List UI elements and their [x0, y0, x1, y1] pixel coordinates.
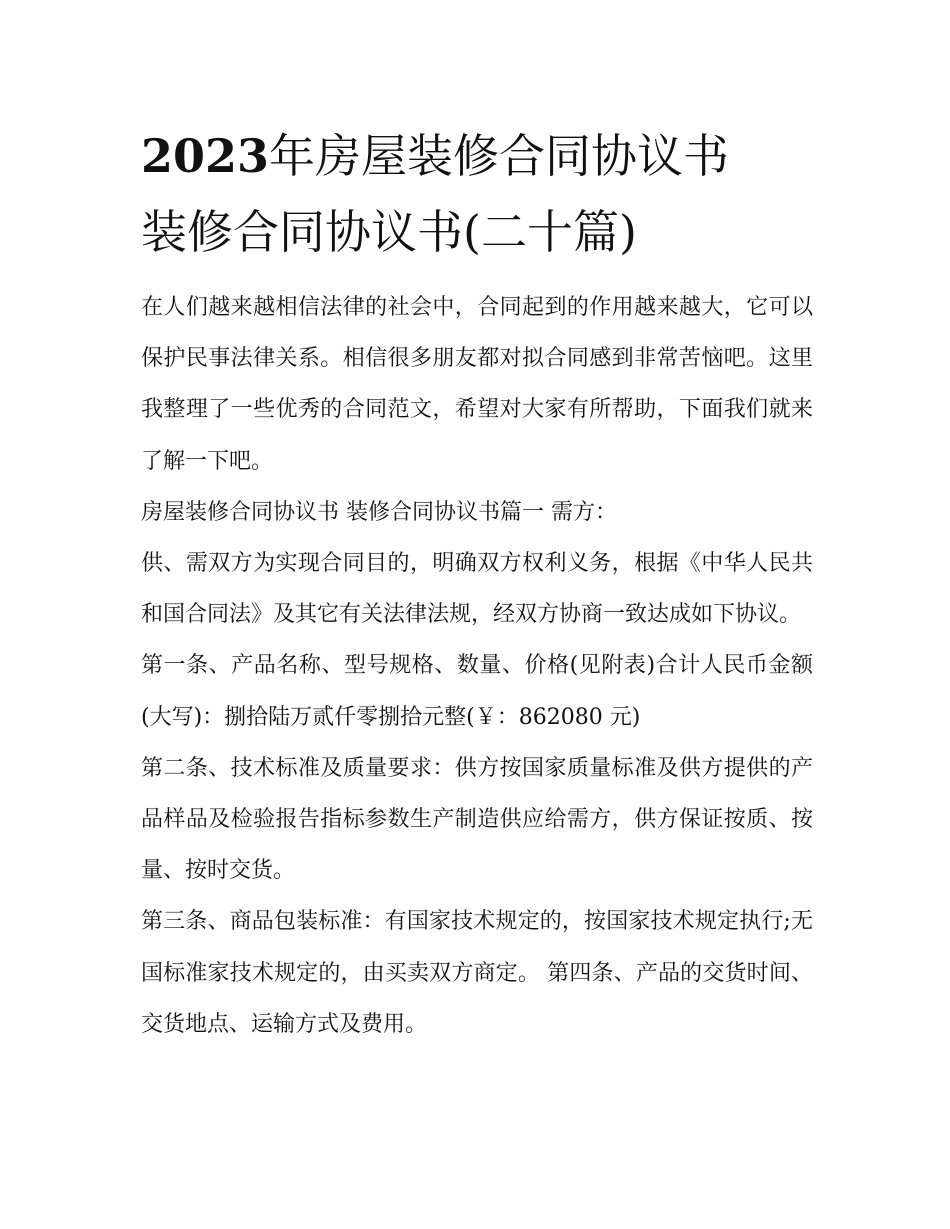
document-title-line-1	[141, 118, 813, 194]
document-content	[141, 118, 813, 1050]
paragraph-article-3: 第三条、商品包装标准：有国家技术规定的，按国家技术规定执行;无国标准家技术规定的，由买卖双方商定。 第四条、产品的交货时间、交货地点、运输方式及费用。	[141, 909, 813, 1037]
paragraph-article-2: 第二条、技术标准及质量要求：供方按国家质量标准及供方提供的产品样品及检验报告指标参数生产制造供应给需方，供方保证按质、按量、按时交货。	[141, 755, 813, 884]
paragraph-section-heading: 房屋装修合同协议书 装修合同协议书篇一 需方：	[141, 499, 617, 525]
paragraph-intro: 在人们越来越相信法律的社会中，合同起到的作用越来越大，它可以保护民事法律关系。相信很多朋友都对拟合同感到非常苦恼吧。这里我整理了一些优秀的合同范文，希望对大家有所帮助，下面我们就来了解一下吧。	[141, 295, 813, 474]
document-title-line-2: 装修合同协议书(二十篇)	[141, 205, 637, 259]
title-year: 2023	[141, 129, 270, 183]
paragraph-article-1: 第一条、产品名称、型号规格、数量、价格(见附表)合计人民币金额(大写)：捌拾陆万贰仟零捌拾元整(￥：862080 元)	[141, 653, 813, 730]
title-text: 年房屋装修合同协议书	[269, 129, 730, 183]
paragraph-agreement: 供、需双方为实现合同目的，明确双方权利义务，根据《中华人民共和国合同法》及其它有关法律法规，经双方协商一致达成如下协议。	[141, 551, 813, 628]
